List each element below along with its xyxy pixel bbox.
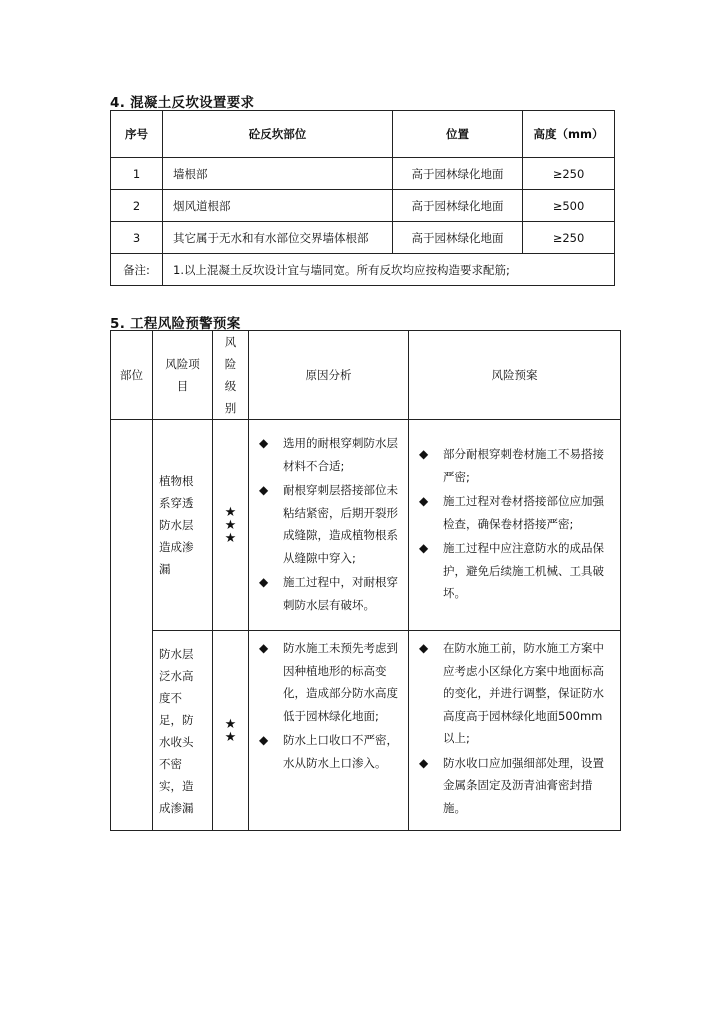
list-item: ◆ 防水施工未预先考虑到因种植地形的标高变化，造成部分防水高度低于园林绿化地面; xyxy=(259,637,398,727)
header-no: 序号 xyxy=(111,111,163,158)
list-item: ◆ 施工过程对卷材搭接部位应加强检查，确保卷材搭接严密; xyxy=(419,490,610,535)
table-header-row xyxy=(111,111,615,158)
star-icon: ★ xyxy=(224,530,237,546)
diamond-bullet-icon: ◆ xyxy=(419,541,429,556)
list-item: ◆ 部分耐根穿刺卷材施工不易搭接严密; xyxy=(419,443,610,488)
risk-name-line: 不密 xyxy=(159,756,182,771)
risk-name-line: 度不 xyxy=(159,690,182,705)
star-icon: ★ xyxy=(224,517,237,533)
header-risk-item-line: 目 xyxy=(176,379,189,393)
section-5-title: 5. 工程风险预警预案 xyxy=(110,316,241,332)
header-position: 位置 xyxy=(393,111,523,158)
table-row xyxy=(111,158,615,190)
diamond-bullet-icon: ◆ xyxy=(419,641,429,655)
row-position: 高于园林绿化地面 xyxy=(393,190,523,222)
diamond-bullet-icon: ◆ xyxy=(259,575,269,589)
table-header-row xyxy=(111,331,621,420)
row-position: 高于园林绿化地面 xyxy=(393,222,523,254)
list-item: ◆ 施工过程中，对耐根穿刺防水层有破坏。 xyxy=(259,571,398,616)
risk-level xyxy=(213,631,249,831)
table-row xyxy=(111,222,615,254)
row-part: 其它属于无水和有水部位交界墙体根部 xyxy=(163,222,393,254)
header-risk-level-char: 级 xyxy=(224,379,237,393)
header-risk-level-char: 险 xyxy=(224,357,237,371)
risk-name-line: 漏 xyxy=(159,562,171,576)
diamond-bullet-icon: ◆ xyxy=(259,483,269,497)
header-height: 高度（mm） xyxy=(523,111,615,158)
risk-name-line: 系穿透 xyxy=(159,496,194,510)
diamond-bullet-icon: ◆ xyxy=(259,436,269,450)
row-no: 2 xyxy=(111,190,163,222)
list-item: ◆ 防水上口收口不严密，水从防水上口渗入。 xyxy=(259,729,398,774)
risk-plan xyxy=(409,631,621,831)
row-height: ≥500 xyxy=(523,190,615,222)
row-height: ≥250 xyxy=(523,222,615,254)
risk-name-line: 水收头 xyxy=(159,734,194,749)
header-risk-level-char: 别 xyxy=(224,401,237,415)
note-row xyxy=(111,254,615,286)
note-text: 1.以上混凝土反坎设计宜与墙同宽。所有反坎均应按构造要求配筋; xyxy=(163,254,615,286)
header-risk-level-char: 风 xyxy=(224,335,237,349)
risk-level xyxy=(213,420,249,631)
risk-name-line: 泛水高 xyxy=(159,668,194,683)
diamond-bullet-icon: ◆ xyxy=(419,494,429,509)
list-item: ◆ 施工过程中应注意防水的成品保护，避免后续施工机械、工具破坏。 xyxy=(419,537,610,605)
note-label: 备注: xyxy=(111,254,163,286)
risk-name-line: 成渗漏 xyxy=(159,800,194,815)
row-part: 墙根部 xyxy=(163,158,393,190)
row-part: 烟风道根部 xyxy=(163,190,393,222)
curb-requirements-table xyxy=(110,110,615,286)
header-risk-item-line: 风险项 xyxy=(165,357,200,371)
star-icon: ★ xyxy=(224,716,237,732)
risk-plan xyxy=(409,420,621,631)
risk-name-line: 足，防 xyxy=(159,712,194,727)
header-risk-item xyxy=(153,331,213,420)
star-icon: ★ xyxy=(224,729,237,745)
risk-row xyxy=(111,420,621,631)
risk-warning-table xyxy=(110,330,621,831)
list-item: ◆ 选用的耐根穿刺防水层材料不合适; xyxy=(259,432,398,477)
header-part: 砼反坎部位 xyxy=(163,111,393,158)
header-plan: 风险预案 xyxy=(409,331,621,420)
table-row xyxy=(111,190,615,222)
risk-name-line: 造成渗 xyxy=(159,540,194,554)
diamond-bullet-icon: ◆ xyxy=(419,447,429,462)
diamond-bullet-icon: ◆ xyxy=(259,641,269,655)
risk-name xyxy=(153,631,213,831)
list-item: ◆ 耐根穿刺层搭接部位未粘结紧密，后期开裂形成缝隙，造成植物根系从缝隙中穿入; xyxy=(259,479,398,569)
row-no: 3 xyxy=(111,222,163,254)
row-position: 高于园林绿化地面 xyxy=(393,158,523,190)
row-height: ≥250 xyxy=(523,158,615,190)
list-item: ◆ 防水收口应加强细部处理，设置金属条固定及沥青油膏密封措施。 xyxy=(419,752,610,820)
header-risk-level xyxy=(213,331,249,420)
risk-name-line: 实，造 xyxy=(159,778,194,793)
cause-analysis xyxy=(249,420,409,631)
part-cell xyxy=(111,420,153,831)
list-item: ◆ 在防水施工前，防水施工方案中应考虑小区绿化方案中地面标高的变化，并进行调整，保证防水高度高于园林绿化地面500mm以上; xyxy=(419,637,610,750)
risk-name-line: 防水层 xyxy=(159,518,194,532)
risk-name xyxy=(153,420,213,631)
row-no: 1 xyxy=(111,158,163,190)
section-4-title: 4. 混凝土反坎设置要求 xyxy=(110,95,255,111)
diamond-bullet-icon: ◆ xyxy=(259,733,269,747)
diamond-bullet-icon: ◆ xyxy=(419,755,429,770)
header-part: 部位 xyxy=(111,331,153,420)
star-icon: ★ xyxy=(224,504,237,520)
header-cause: 原因分析 xyxy=(249,331,409,420)
risk-name-line: 植物根 xyxy=(159,474,194,488)
risk-row xyxy=(111,631,621,831)
cause-analysis xyxy=(249,631,409,831)
risk-name-line: 防水层 xyxy=(159,646,194,661)
